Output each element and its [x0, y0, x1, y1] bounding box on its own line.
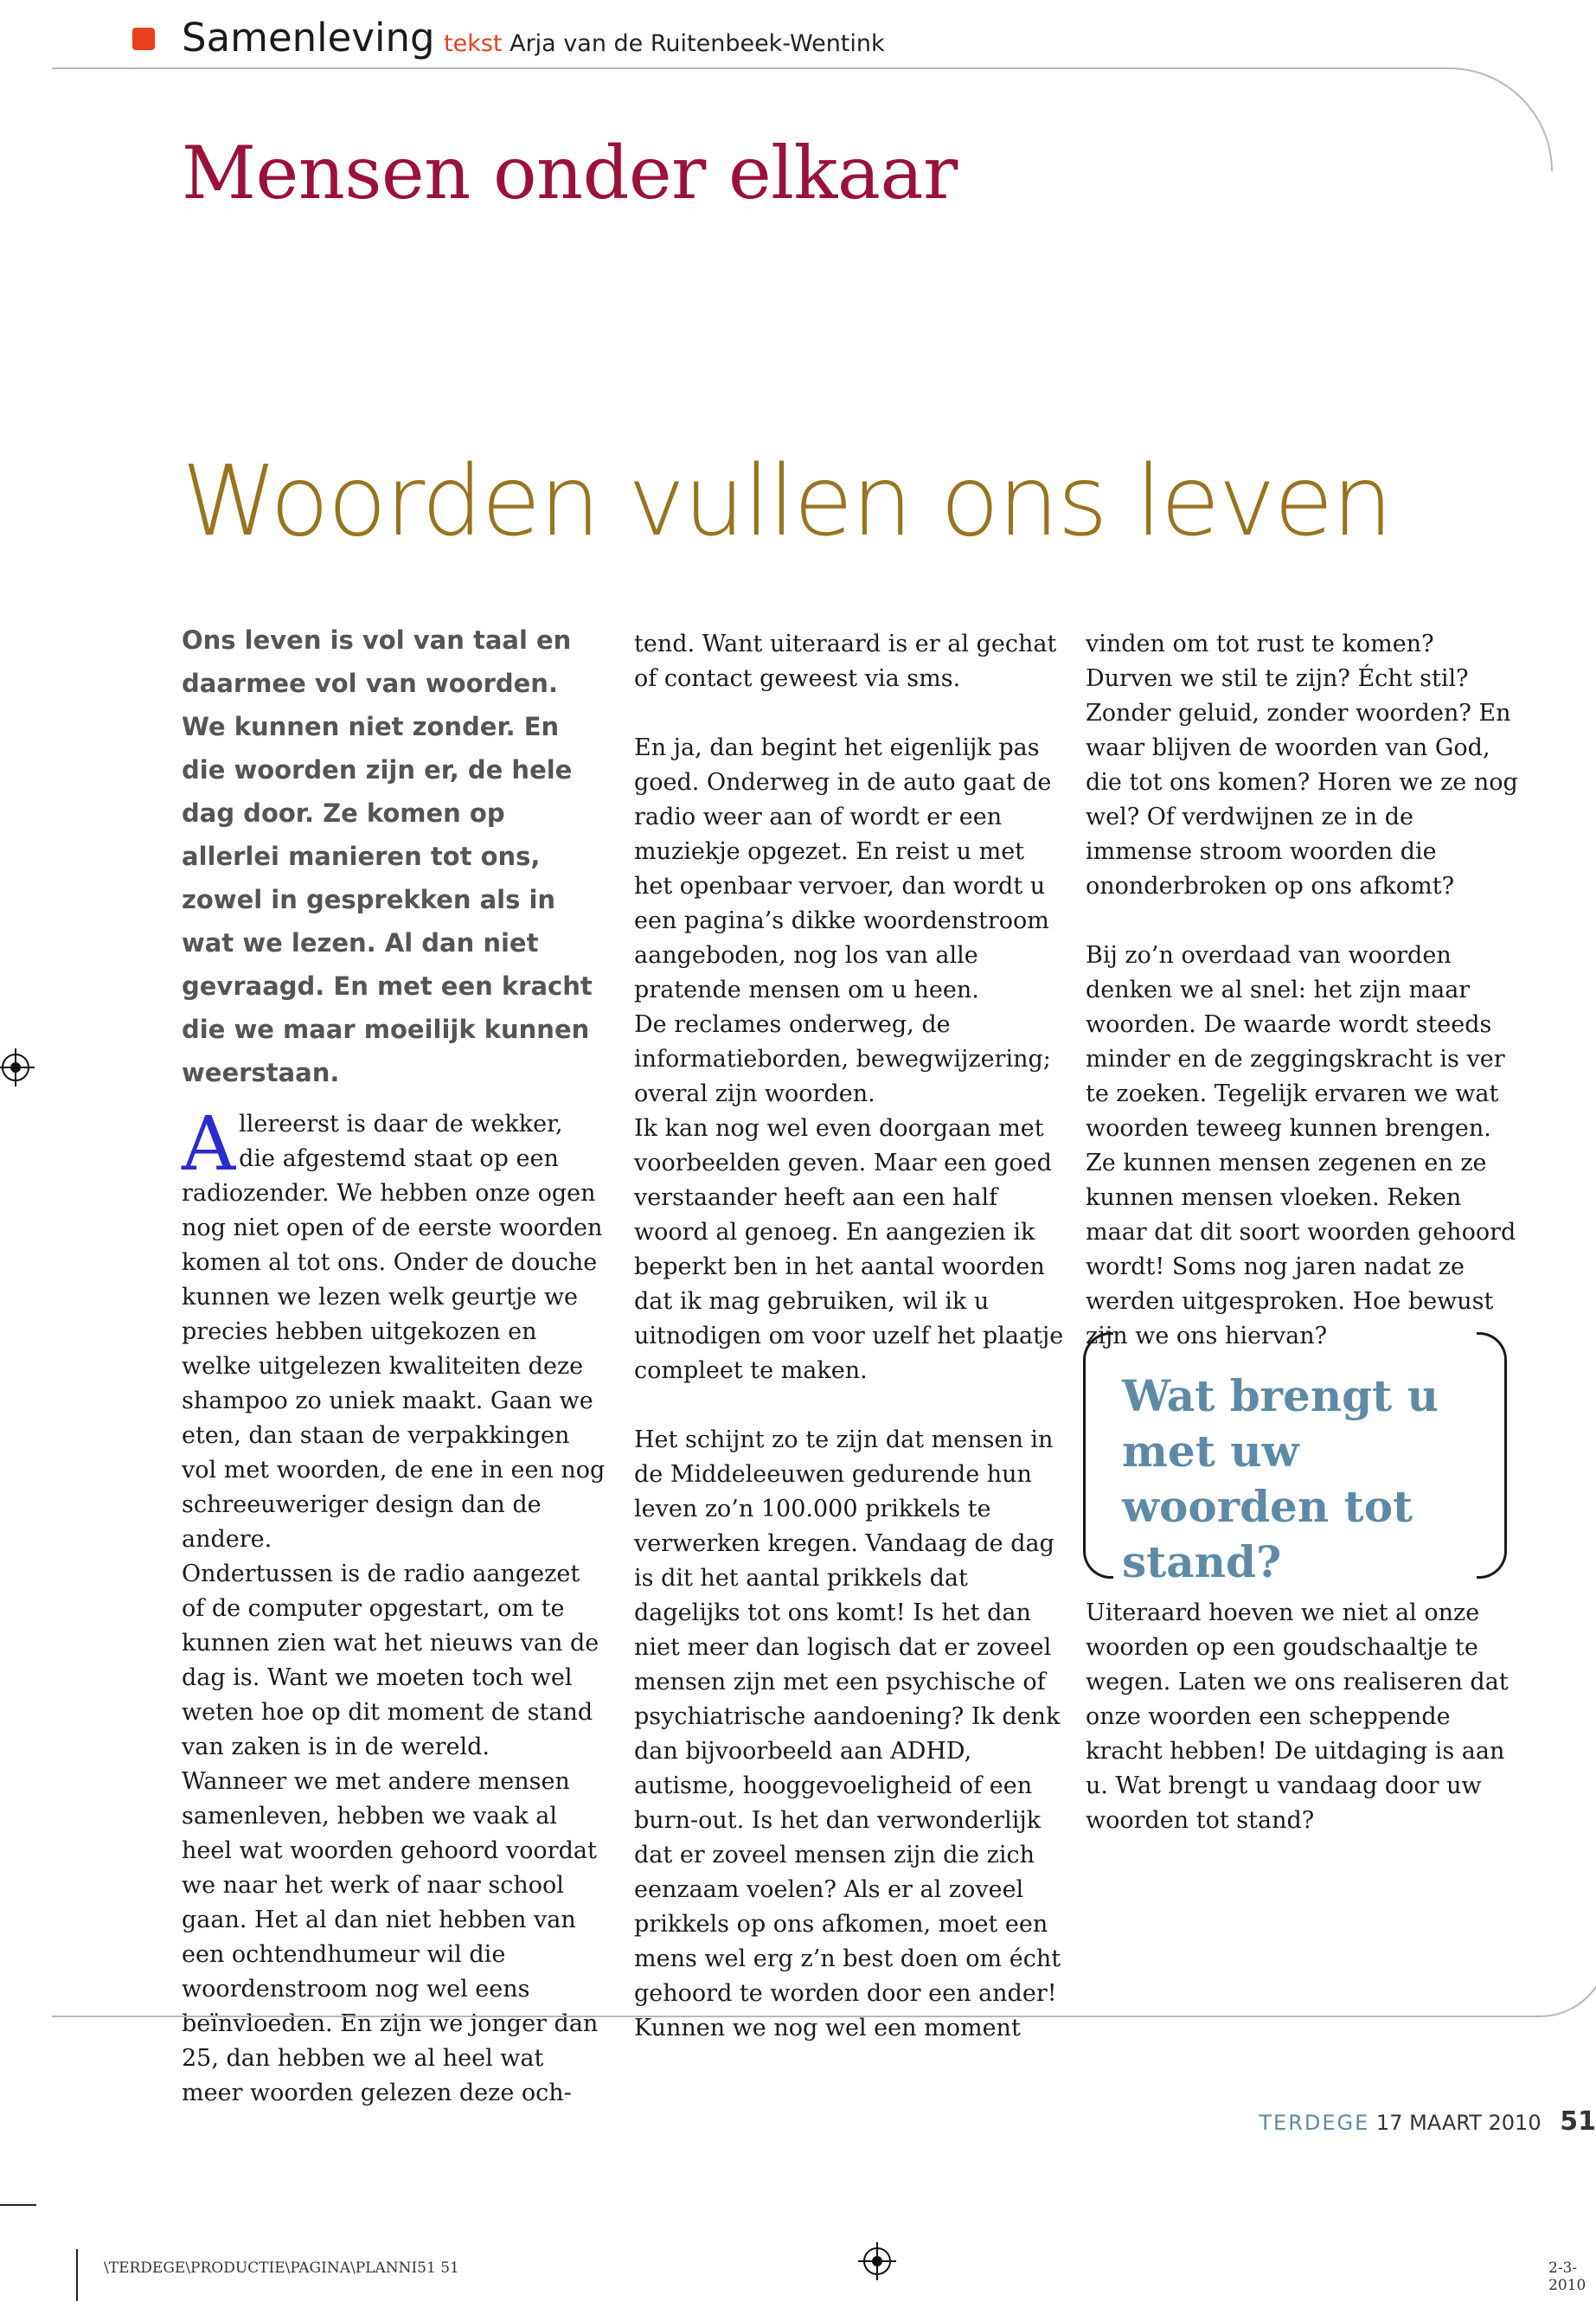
pullquote-text: Wat brengt u met uw woorden tot stand?	[1122, 1370, 1439, 1587]
byline	[444, 29, 885, 59]
body-paragraph: Bij zo’n overdaad van woorden denken we al snel: het zijn maar woorden. De waarde wordt steeds minder en de zeggingskracht is ver te zoeken. Tegelijk ervaren we wat woorden teweeg kunnen brengen. Ze kunnen mensen zegenen en ze kunnen mensen vloeken. Reken maar dat dit soort woorden gehoord wordt! Soms nog jaren nadat ze werden uitgesproken. Hoe bewust zijn we ons hiervan?	[1086, 942, 1516, 1349]
column-3-continued	[1086, 1596, 1518, 1838]
column-3	[1086, 627, 1518, 1354]
crop-mark	[76, 2249, 78, 2301]
issue-date: 17 MAART 2010	[1375, 2111, 1542, 2135]
body-paragraph: Het schijnt zo te zijn dat mensen in de Middeleeuwen gedurende hun leven zo’n 100.000 prikkels te verwerken kregen. Vandaag de dag is dit het aantal prikkels dat dagelijks tot ons komt! Is het dan niet meer dan logisch dat er zoveel mensen zijn met een psychische of psychiatrische aandoening? Ik denk dan bijvoorbeeld aan ADHD, autisme, hooggevoeligheid of een burn-out. Is het dan verwonderlijk dat er zoveel mensen zijn die zich eenzaam voelen? Als er al zoveel prikkels op ons afkomen, moet een mens wel erg z’n best doen om écht gehoord te worden door een ander!	[634, 1426, 1061, 2007]
body-paragraph: Ik kan nog wel even doorgaan met voorbeelden geven. Maar een goed verstaander heeft aan een half woord al genoeg. En aangezien ik beperkt ben in het aantal woorden dat ik mag gebruiken, wil ik u uitnodigen om voor uzelf het plaatje compleet te maken.	[634, 1115, 1064, 1384]
body-paragraph: Allereerst is daar de wekker, die afgestemd staat op een radiozender. We hebben onze ogen nog niet open of de eerste woorden komen al tot ons. Onder de douche kunnen we lezen welk geurtje we precies hebben uitgekozen en welke uitgelezen kwaliteiten deze shampoo zo uniek maakt. Gaan we eten, dan staan de verpakkingen vol met woorden, de ene in een nog schreeuweriger design dan de andere.	[182, 1101, 606, 1553]
page-footer	[1259, 2106, 1596, 2137]
body-paragraph: Wanneer we met andere mensen samenleven, hebben we vaak al heel wat woorden gehoord voordat we naar het werk of naar school gaan. Het al dan niet hebben van een ochtendhumeur wil die woordenstroom nog wel eens beïnvloeden. En zijn we jonger dan 25, dan hebben we al heel wat meer woorden gelezen deze och-	[182, 1768, 599, 2106]
body-paragraph: vinden om tot rust te komen? Durven we stil te zijn? Écht stil? Zonder geluid, zonder woorden? En waar blijven de woorden van God, die tot ons komen? Horen we ze nog wel? Of verdwijnen ze in de immense stroom woorden die ononderbroken op ons afkomt?	[1086, 631, 1518, 900]
body-paragraph: En ja, dan begint het eigenlijk pas goed. Onderweg in de auto gaat de radio weer aan of wordt er een muziekje opgezet. En reist u met het openbaar vervoer, dan wordt u een pagina’s dikke woordenstroom aangeboden, nog los van alle pratende mensen om u heen.	[634, 734, 1052, 1003]
headline: Woorden vullen ons leven	[182, 445, 1392, 558]
footer-rule	[52, 1948, 1596, 2017]
crop-mark	[0, 2204, 36, 2206]
registration-mark-icon	[863, 2247, 891, 2275]
magazine-name: TERDEGE	[1259, 2111, 1370, 2135]
section-title: Samenleving	[182, 15, 435, 61]
page-number: 51	[1560, 2106, 1596, 2137]
print-slug-path: \TERDEGE\PRODUCTIE\PAGINA\PLANNI51 51	[104, 2259, 459, 2277]
body-paragraph: Kunnen we nog wel een moment	[634, 2015, 1021, 2041]
byline-label: tekst	[444, 30, 503, 57]
pullquote-box	[1083, 1332, 1507, 1587]
bracket-left-icon	[1083, 1332, 1113, 1579]
body-paragraph: tend. Want uiteraard is er al gechat of contact geweest via sms.	[634, 631, 1057, 692]
intro-paragraph: Ons leven is vol van taal en daarmee vol van woorden. We kunnen niet zonder. En die woorden zijn er, de hele dag door. Ze komen op allerlei manieren tot ons, zowel in gesprekken als in wat we lezen. Al dan niet gevraagd. En met een kracht die we maar moeilijk kunnen weerstaan.	[182, 625, 593, 1087]
column-2	[634, 627, 1067, 2046]
section-marker-icon	[132, 28, 155, 50]
author-name: Arja van de Ruitenbeek-Wentink	[510, 30, 885, 57]
body-paragraph: Ondertussen is de radio aangezet of de computer opgestart, om te kunnen zien wat het nieuws van de dag is. Want we moeten toch wel weten hoe op dit moment de stand van zaken is in de wereld.	[182, 1561, 599, 1760]
supertitle: Mensen onder elkaar	[182, 131, 958, 215]
print-slug-date: 2-3-2010	[1548, 2259, 1586, 2294]
registration-mark-icon	[2, 1054, 29, 1081]
drop-cap: A	[182, 1101, 236, 1188]
body-paragraph: Uiteraard hoeven we niet al onze woorden op een goudschaaltje te wegen. Laten we ons realiseren dat onze woorden een scheppende kracht hebben! De uitdaging is aan u. Wat brengt u vandaag door uw woorden tot stand?	[1086, 1599, 1509, 1834]
body-paragraph: De reclames onderweg, de informatieborden, bewegwijzering; overal zijn woorden.	[634, 1011, 1051, 1107]
